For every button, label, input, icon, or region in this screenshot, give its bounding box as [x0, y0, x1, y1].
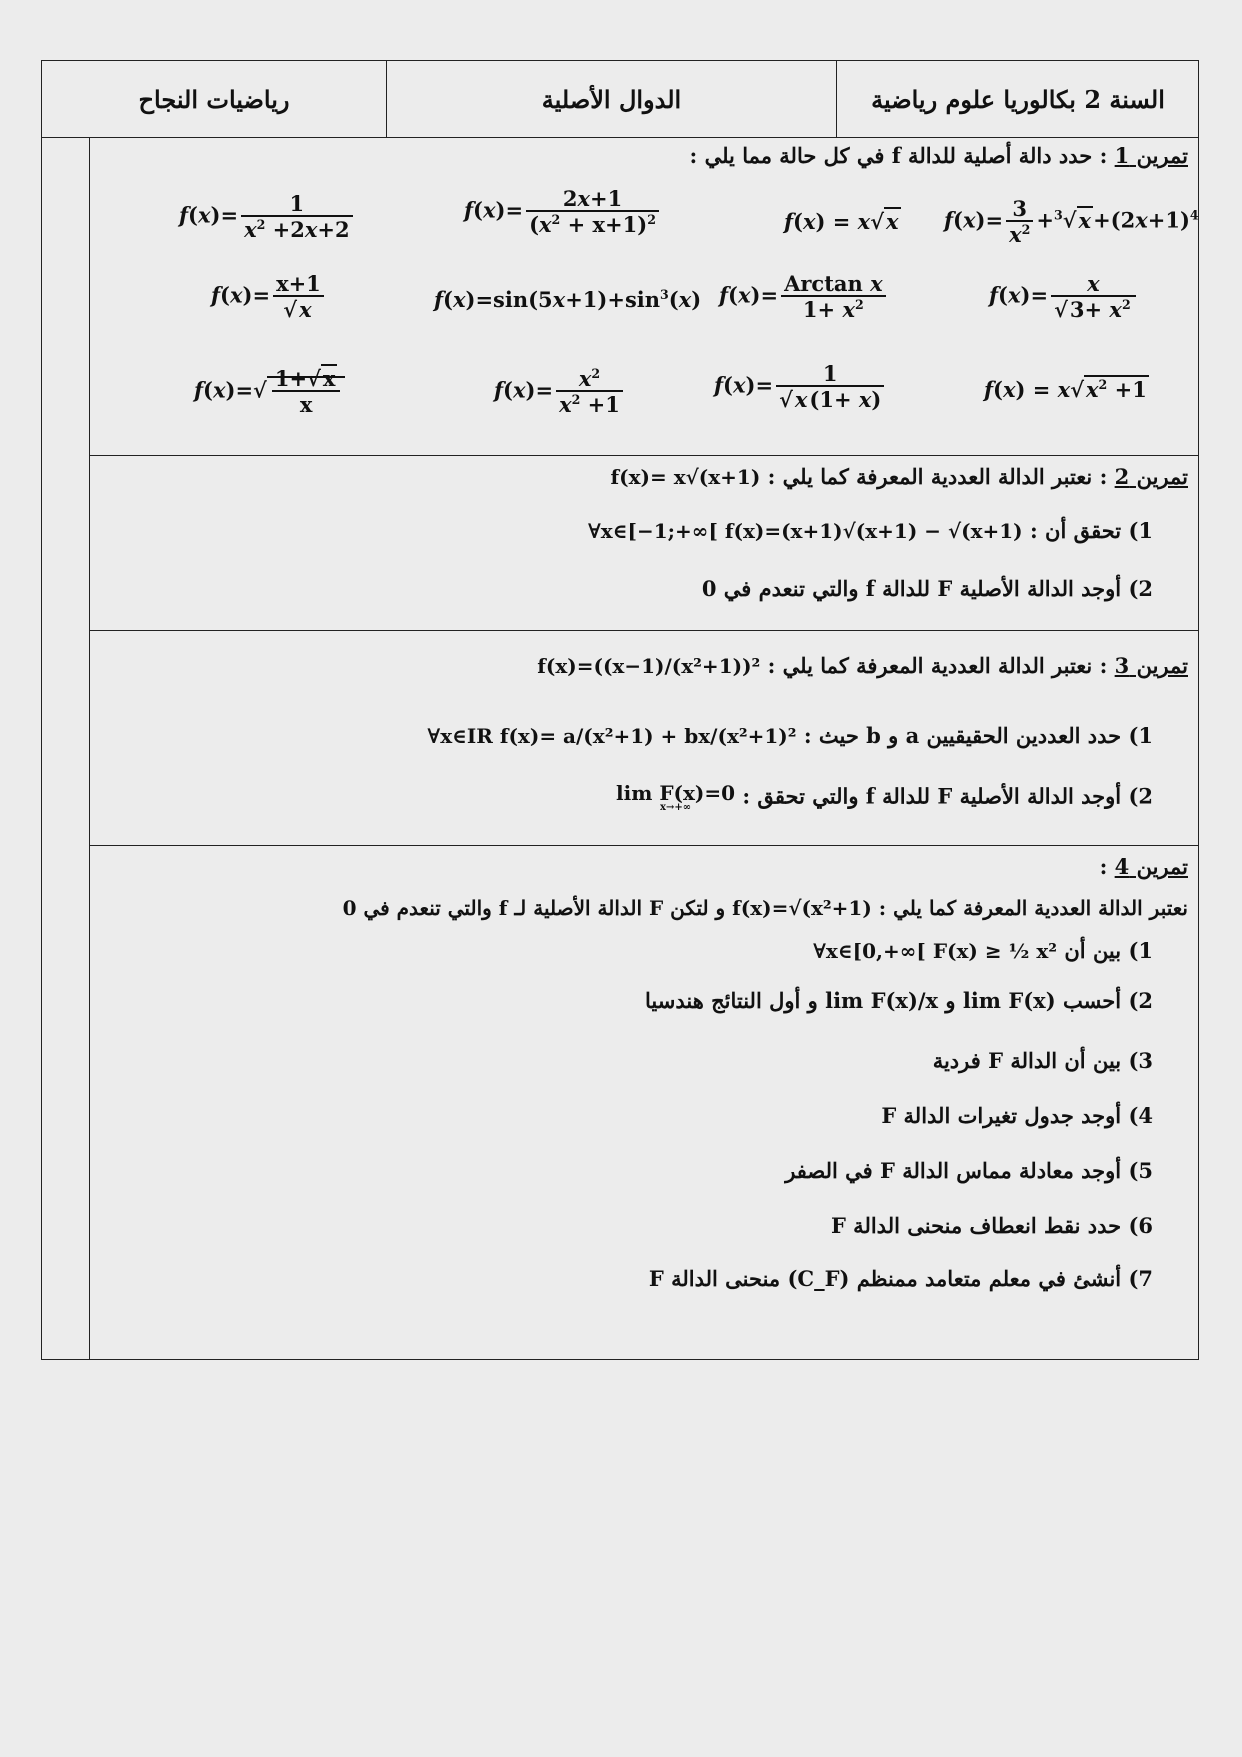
ex1-heading	[690, 143, 1188, 168]
ex4-question	[785, 1158, 1153, 1183]
ex4-question	[933, 1048, 1153, 1073]
ex1-func-8: f(x)= $\frac{x+1}{√x}$	[211, 272, 327, 322]
ex3-q1-text: حدد العددين الحقيقيين a و b حيث :	[803, 723, 1122, 748]
ex4-question-text: بين أن	[1064, 938, 1122, 963]
ex1-func-3: f(x)= $\frac{2x+1}{(x^2 + x+1)^2}$	[464, 187, 662, 237]
ex1-func-10: f(x)= $\frac{1}{√x(1+ x)}$	[714, 362, 887, 412]
ex4-question	[645, 988, 1153, 1013]
ex2-heading	[611, 464, 1188, 489]
ex3-q1-num: 1)	[1128, 723, 1153, 748]
ex1-func-1: f(x)= $\frac{3}{x^2}$ $+^3√x+(2x+1)^4$	[944, 196, 1199, 248]
ex1-func-11: f(x)= $\frac{x^2}{x^2 +1}$	[494, 367, 626, 417]
ex4-intro-text: نعتبر الدالة العددية المعرفة كما يلي :	[878, 896, 1188, 920]
ex3-q2-num: 2)	[1128, 783, 1153, 809]
ex2-title: تمرين 2	[1114, 464, 1188, 489]
ex4-question-text: أوجد معادلة مماس الدالة F في الصفر	[785, 1158, 1122, 1183]
ex1-func-4: f(x)= $\frac{1}{x^2 +2x+2}$	[179, 192, 356, 242]
ex4-question-num: 3)	[1128, 1048, 1153, 1073]
ex4-def: f(x)=√(x²+1)	[732, 896, 872, 920]
ex3-def: f(x)=((x−1)/(x²+1))²	[537, 654, 761, 678]
ex4-question-text: أحسب lim F(x) و lim F(x)/x و أول النتائج هندسيا	[645, 988, 1122, 1013]
ex4-question-num: 7)	[1128, 1266, 1153, 1291]
ex1-func-5: f(x)= $\frac{x}{√3+ x^2}$	[989, 272, 1139, 322]
ex4-question-num: 2)	[1128, 988, 1153, 1013]
ex4-question-text: أنشئ في معلم متعامد ممنظم (C_F) منحنى الدالة F	[648, 1266, 1122, 1291]
ex4-question	[831, 1213, 1153, 1238]
ex2-text: : نعتبر الدالة العددية المعرفة كما يلي :	[767, 464, 1108, 489]
ex3-q2-text: أوجد الدالة الأصلية F للدالة f والتي تحقق :	[742, 783, 1122, 809]
ex3-text: : نعتبر الدالة العددية المعرفة كما يلي :	[767, 653, 1108, 678]
ex3-q2-lim: lim F(x)=0	[616, 781, 736, 805]
ex1-func-7: $f(x)=\sin(5x+1)+\sin^3(x)$	[434, 287, 702, 312]
ex2-def: f(x)= x√(x+1)	[610, 465, 761, 489]
ex3-q2-math	[616, 783, 735, 813]
ex4-question-num: 6)	[1128, 1213, 1153, 1238]
ex1-title: تمرين 1	[1114, 143, 1188, 168]
header-right: السنة 2 بكالوريا علوم رياضية	[871, 84, 1165, 114]
ex4-intro2: و لتكن F الدالة الأصلية لـ f والتي تنعدم في 0	[342, 896, 726, 920]
ex3-title: تمرين 3	[1114, 653, 1188, 678]
ex4-question-text: بين أن الدالة F فردية	[932, 1048, 1122, 1073]
ex3-heading	[537, 653, 1188, 678]
ex2-q2	[702, 576, 1153, 601]
ex1-func-9: $f(x) = x√x^2 +1$	[984, 377, 1147, 402]
ex3-q1-math: ∀x∈IR f(x)= a/(x²+1) + bx/(x²+1)²	[427, 724, 797, 748]
ex4-question	[649, 1266, 1153, 1291]
ex4-colon: :	[1099, 854, 1108, 879]
ex2-q1	[588, 518, 1153, 543]
ex4-question-num: 1)	[1128, 938, 1153, 963]
ex3-q2-sub: x→+∞	[659, 802, 692, 813]
ex4-intro	[343, 896, 1188, 920]
exercise-2	[89, 456, 1198, 631]
ex4-question-text: حدد نقط انعطاف منحنى الدالة F	[830, 1213, 1122, 1238]
ex2-q2-text: أوجد الدالة الأصلية F للدالة f والتي تنعدم في 0	[701, 576, 1122, 601]
ex4-question-math: ∀x∈[0,+∞[ F(x) ≥ ½ x²	[813, 939, 1058, 963]
ex2-q2-num: 2)	[1128, 576, 1153, 601]
ex2-q1-math: ∀x∈[−1;+∞[ f(x)=(x+1)√(x+1) − √(x+1)	[587, 519, 1023, 543]
ex3-q2	[616, 783, 1153, 813]
header-left: رياضيات النجاح	[42, 61, 387, 137]
ex2-q1-num: 1)	[1128, 518, 1153, 543]
margin-column	[42, 137, 90, 1359]
worksheet-table	[41, 60, 1199, 1360]
ex4-question-text: أوجد جدول تغيرات الدالة F	[881, 1103, 1122, 1128]
ex1-func-2: f(x) = x√x	[784, 209, 899, 234]
ex1-func-6: f(x)= $\frac{\text{Arctan x}}{1+ x^2}$	[719, 272, 889, 322]
header-row	[42, 61, 1198, 138]
ex4-heading	[1100, 854, 1188, 879]
exercise-1	[89, 137, 1198, 456]
ex4-question-num: 4)	[1128, 1103, 1153, 1128]
exercise-4	[89, 846, 1198, 1359]
ex4-question-num: 5)	[1128, 1158, 1153, 1183]
ex1-text: : حدد دالة أصلية للدالة f في كل حالة مما يلي :	[689, 143, 1108, 168]
ex4-title: تمرين 4	[1114, 854, 1188, 879]
ex4-question	[881, 1103, 1153, 1128]
header-center: الدوال الأصلية	[387, 61, 837, 137]
exercise-3	[89, 631, 1198, 846]
ex2-q1-text: تحقق أن :	[1029, 518, 1122, 543]
ex1-func-12: f(x)=√ $\frac{1+√x}{x}$	[194, 367, 345, 417]
ex4-question	[813, 938, 1153, 963]
ex3-q1	[427, 723, 1153, 748]
